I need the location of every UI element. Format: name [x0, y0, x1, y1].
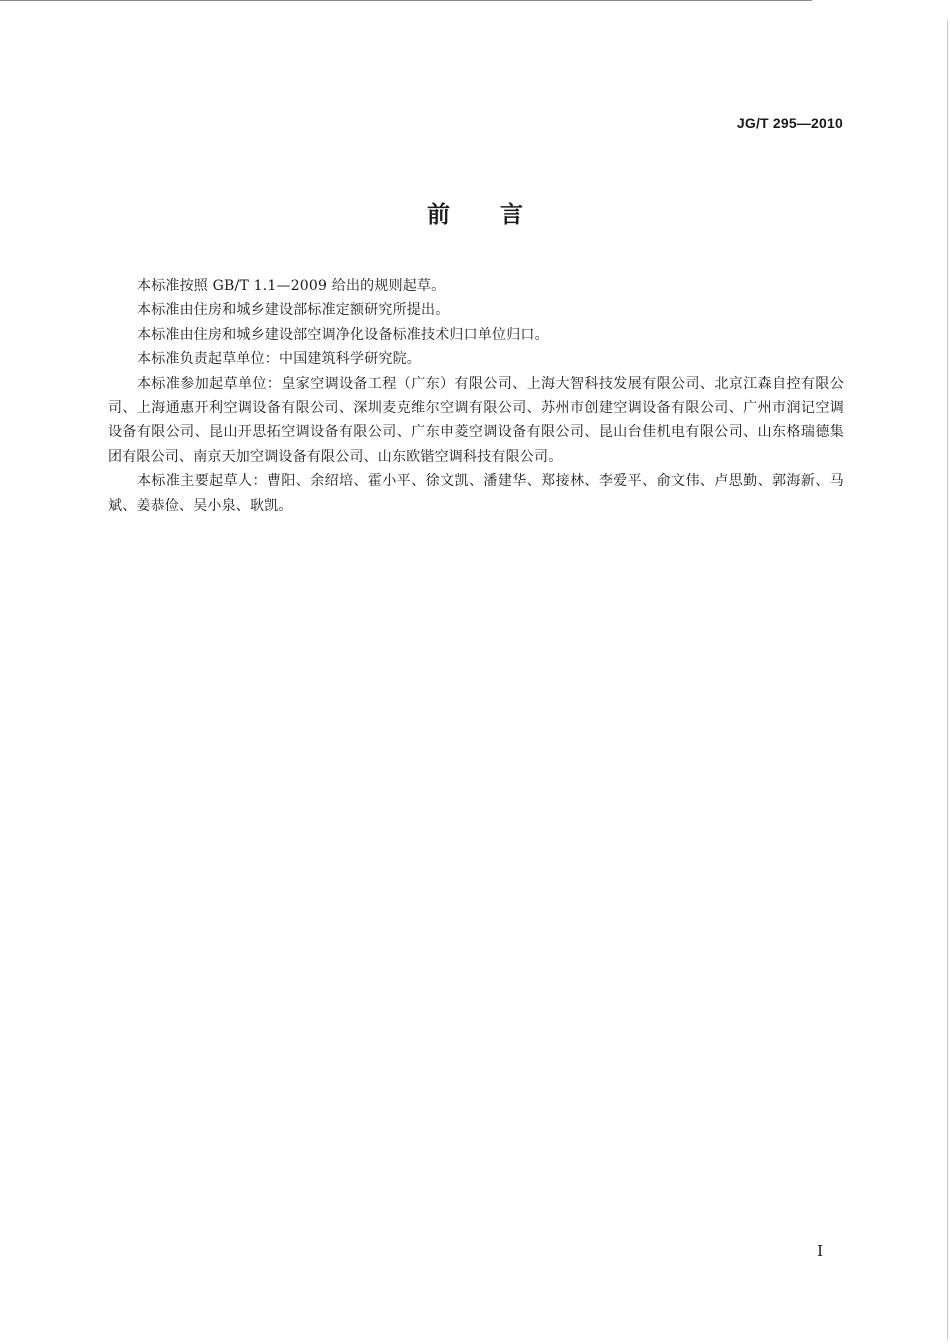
page-top-rule — [0, 0, 812, 1]
foreword-body — [108, 274, 844, 518]
page-number: I — [817, 1242, 823, 1260]
paragraph-proposer: 本标准由住房和城乡建设部标准定额研究所提出。 — [137, 302, 450, 319]
standard-code: JG/T 295—2010 — [736, 115, 843, 131]
paragraph-drafting-rules: 本标准按照 GB/T 1.1—2009 给出的规则起草。 — [137, 278, 446, 294]
paragraph-responsible-unit: 本标准负责起草单位：中国建筑科学研究院。 — [137, 351, 421, 368]
paragraph-main-drafters: 本标准主要起草人：曹阳、余绍培、霍小平、徐文凯、潘建华、郑接林、李爱平、俞文伟、卢思勤、郭海新、马斌、姜恭俭、吴小泉、耿凯。 — [108, 473, 844, 514]
paragraph-administration: 本标准由住房和城乡建设部空调净化设备标准技术归口单位归口。 — [137, 326, 549, 343]
page-title: 前言 — [427, 202, 573, 228]
paragraph-participating-units: 本标准参加起草单位：皇家空调设备工程（广东）有限公司、上海大智科技发展有限公司、北京江森自控有限公司、上海通惠开利空调设备有限公司、深圳麦克维尔空调有限公司、苏州市创建空调设备有限公司、广州市润记空调设备有限公司、昆山开思拓空调设备有限公司、广东申菱空调设备有限公司、昆山台佳机电有限公司、山东格瑞德集团有限公司、南京天加空调设备有限公司、山东欧锴空调科技有限公司。 — [108, 375, 844, 465]
